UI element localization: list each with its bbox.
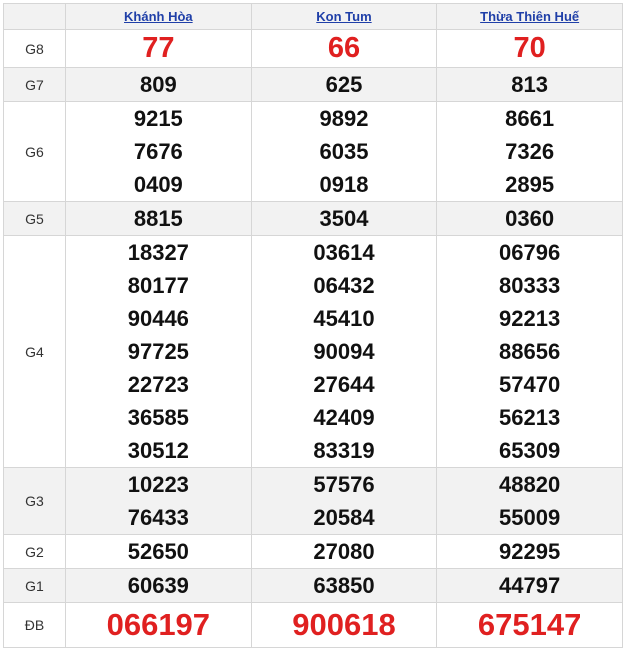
province-link-thua-thien-hue[interactable]: Thừa Thiên Huế: [480, 9, 580, 24]
prize-number: 48820: [499, 472, 561, 497]
prize-cell: [66, 569, 252, 603]
prize-cell: [66, 236, 252, 468]
prize-cell: [251, 202, 437, 236]
prize-label: G2: [4, 535, 66, 569]
prize-number: 57470: [499, 372, 561, 397]
province-header: [66, 4, 252, 30]
prize-cell: [251, 535, 437, 569]
prize-cell: [66, 68, 252, 102]
prize-number: 66: [327, 32, 361, 64]
special-prize-number: 066197: [106, 607, 211, 642]
province-header-row: [4, 4, 623, 30]
prize-number: 625: [325, 72, 363, 97]
prize-number: 10223: [127, 472, 189, 497]
prize-number: 92213: [499, 306, 561, 331]
prize-number: 76433: [127, 505, 189, 530]
prize-label: G6: [4, 102, 66, 202]
prize-cell: [251, 468, 437, 535]
prize-number: 77: [142, 32, 175, 64]
prize-cell: [251, 236, 437, 468]
prize-number: 18327: [127, 240, 189, 265]
prize-cell: [66, 535, 252, 569]
prize-cell: [251, 603, 437, 648]
prize-cell: [66, 102, 252, 202]
prize-cell: [66, 30, 252, 68]
special-prize-number: 900618: [292, 607, 396, 642]
prize-label: G7: [4, 68, 66, 102]
prize-number: 92295: [499, 539, 561, 564]
prize-number: 44797: [499, 573, 561, 598]
prize-number: 0409: [133, 172, 183, 197]
prize-number: 0360: [505, 206, 555, 231]
prize-number: 52650: [127, 539, 189, 564]
prize-label: G1: [4, 569, 66, 603]
prize-cell: [437, 236, 623, 468]
prize-cell: [437, 535, 623, 569]
prize-number: 90094: [313, 339, 375, 364]
prize-number: 36585: [127, 405, 189, 430]
prize-number: 06796: [499, 240, 561, 265]
prize-number: 22723: [127, 372, 189, 397]
prize-cell: [66, 202, 252, 236]
prize-number: 27644: [313, 372, 375, 397]
prize-cell: [251, 569, 437, 603]
province-header: [437, 4, 623, 30]
prize-number: 7676: [133, 139, 183, 164]
prize-number: 88656: [499, 339, 561, 364]
prize-row-g6: [4, 102, 623, 202]
prize-number: 90446: [127, 306, 189, 331]
prize-number: 60639: [127, 573, 189, 598]
special-prize-number: 675147: [477, 607, 582, 642]
prize-number: 42409: [313, 405, 375, 430]
prize-label: ĐB: [4, 603, 66, 648]
prize-number: 20584: [313, 505, 375, 530]
prize-number: 9892: [319, 106, 369, 131]
prize-number: 83319: [313, 438, 375, 463]
prize-row-g3: [4, 468, 623, 535]
province-link-kon-tum[interactable]: Kon Tum: [316, 9, 372, 24]
prize-cell: [251, 30, 437, 68]
prize-cell: [437, 569, 623, 603]
prize-row-g4: [4, 236, 623, 468]
prize-cell: [66, 603, 252, 648]
prize-number: 2895: [505, 172, 555, 197]
prize-number: 45410: [313, 306, 375, 331]
prize-row-g1: [4, 569, 623, 603]
prize-number: 9215: [133, 106, 183, 131]
prize-number: 8661: [505, 106, 555, 131]
prize-cell: [437, 202, 623, 236]
prize-cell: [251, 68, 437, 102]
prize-row-g2: [4, 535, 623, 569]
prize-number: 813: [511, 72, 548, 97]
prize-number: 7326: [505, 139, 555, 164]
prize-label: G4: [4, 236, 66, 468]
province-link-khanh-hoa[interactable]: Khánh Hòa: [124, 9, 193, 24]
corner-cell: [4, 4, 66, 30]
prize-number: 0918: [319, 172, 369, 197]
prize-number: 06432: [313, 273, 375, 298]
prize-number: 03614: [313, 240, 375, 265]
prize-cell: [66, 468, 252, 535]
prize-number: 3504: [319, 206, 369, 231]
prize-row-g7: [4, 68, 623, 102]
prize-number: 56213: [499, 405, 561, 430]
prize-number: 57576: [313, 472, 375, 497]
prize-number: 8815: [133, 206, 183, 231]
prize-cell: [437, 603, 623, 648]
prize-label: G5: [4, 202, 66, 236]
prize-cell: [437, 30, 623, 68]
prize-number: 70: [513, 32, 546, 64]
prize-cell: [251, 102, 437, 202]
prize-label: G8: [4, 30, 66, 68]
prize-number: 6035: [319, 139, 369, 164]
prize-cell: [437, 68, 623, 102]
prize-row-g5: [4, 202, 623, 236]
prize-number: 809: [139, 72, 177, 97]
prize-row-g8: [4, 30, 623, 68]
prize-label: G3: [4, 468, 66, 535]
lottery-results-table: [3, 3, 623, 648]
prize-cell: [437, 468, 623, 535]
prize-row-db: [4, 603, 623, 648]
prize-number: 80333: [499, 273, 561, 298]
prize-number: 27080: [313, 539, 375, 564]
prize-number: 65309: [499, 438, 561, 463]
prize-cell: [437, 102, 623, 202]
prize-number: 80177: [127, 273, 189, 298]
prize-number: 30512: [127, 438, 189, 463]
province-header: [251, 4, 437, 30]
prize-number: 55009: [499, 505, 561, 530]
prize-number: 63850: [313, 573, 375, 598]
prize-number: 97725: [127, 339, 189, 364]
